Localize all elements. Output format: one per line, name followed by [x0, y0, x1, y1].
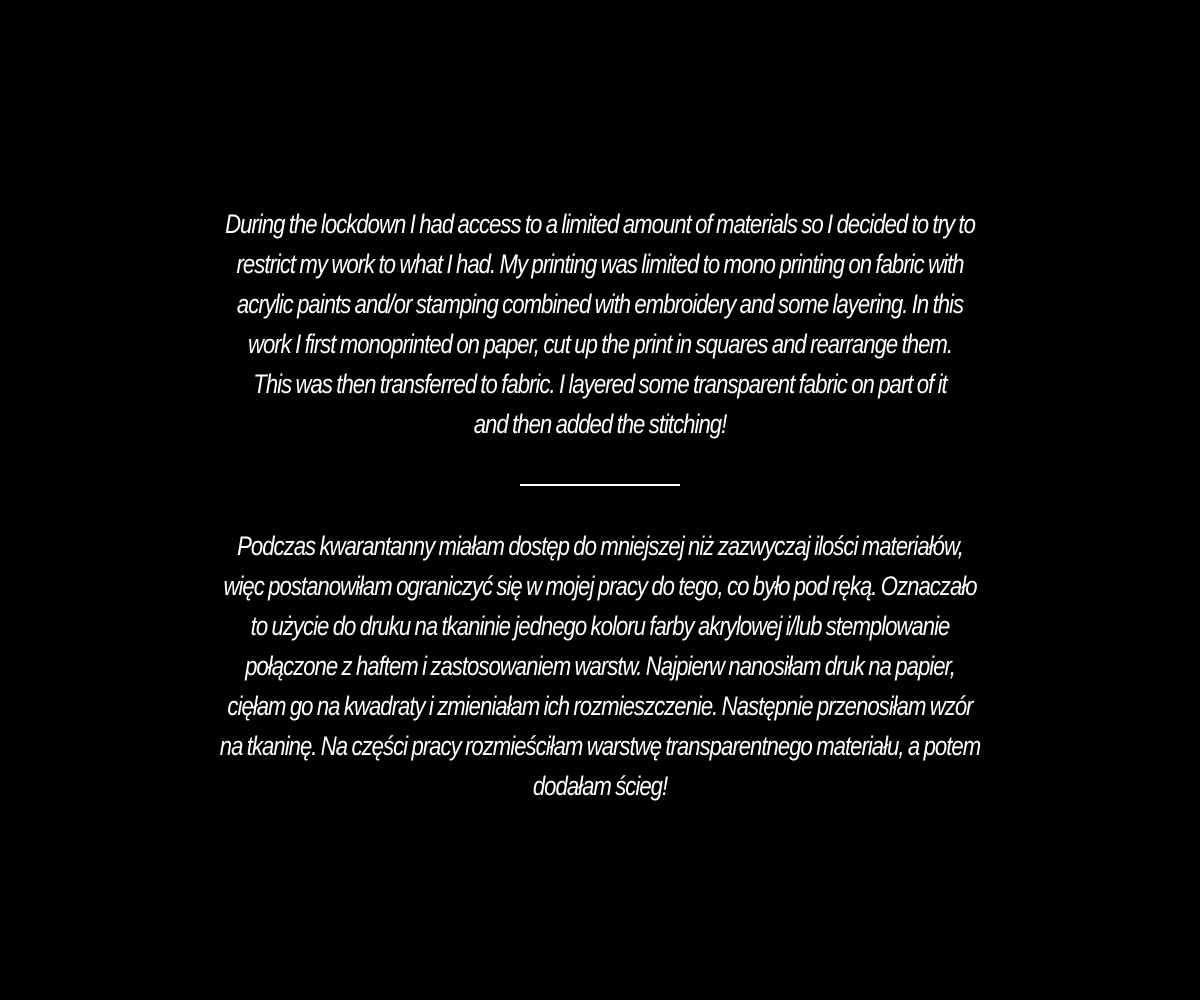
polish-line: więc postanowiłam ograniczyć się w mojej pracy do tego, co było pod ręką. Oznaczało — [223, 571, 977, 601]
polish-line: cięłam go na kwadraty i zmieniałam ich rozmieszczenie. Następnie przenosiłam wzór — [227, 691, 973, 721]
section-divider — [520, 484, 680, 486]
english-line: During the lockdown I had access to a limited amount of materials so I decided to try to — [225, 209, 975, 239]
polish-paragraph — [110, 526, 1090, 806]
polish-line: to użycie do druku na tkaninie jednego koloru farby akrylowej i/lub stemplowanie — [250, 611, 950, 641]
polish-line: Podczas kwarantanny miałam dostęp do mniejszej niż zazwyczaj ilości materiałów, — [237, 531, 963, 561]
polish-line: połączone z haftem i zastosowaniem warstw. Najpierw nanosiłam druk na papier, — [245, 651, 955, 681]
english-line: restrict my work to what I had. My printing was limited to mono printing on fabric with — [236, 249, 964, 279]
english-paragraph — [110, 204, 1090, 444]
english-line: acrylic paints and/or stamping combined with embroidery and some layering. In this — [236, 289, 964, 319]
artist-statement — [110, 204, 1090, 806]
english-line: and then added the stitching! — [473, 409, 727, 439]
polish-line: dodałam ścieg! — [532, 771, 668, 801]
english-line: work I first monoprinted on paper, cut up the print in squares and rearrange them. — [247, 329, 953, 359]
english-line: This was then transferred to fabric. I layered some transparent fabric on part of it — [253, 369, 947, 399]
polish-line: na tkaninę. Na części pracy rozmieściłam warstwę transparentnego materiału, a potem — [219, 731, 981, 761]
